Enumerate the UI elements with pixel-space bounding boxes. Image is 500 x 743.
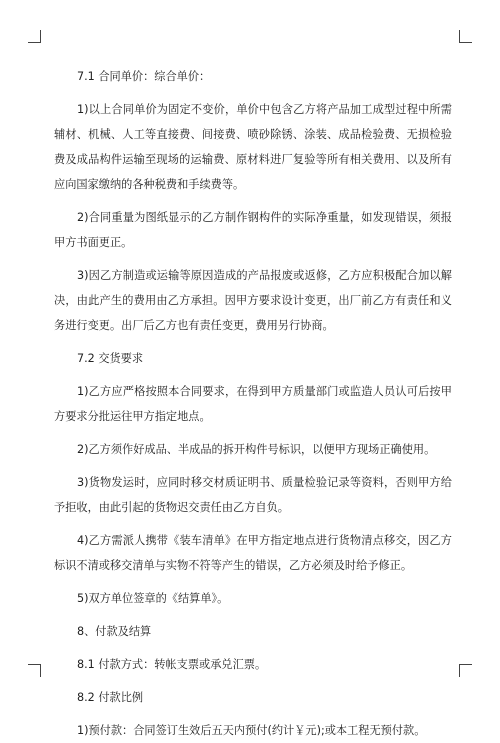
document-body xyxy=(54,64,452,743)
section-heading-8-2: 8.2 付款比例 xyxy=(77,691,144,704)
section-heading-7-2: 7.2 交货要求 xyxy=(77,352,144,365)
crop-mark-top-left xyxy=(28,30,41,43)
paragraph: 2)合同重量为图纸显示的乙方制作钢构件的实际净重量，如发现错误，须报甲方书面更正。 xyxy=(54,211,452,249)
paragraph: 2)乙方须作好成品、半成品的拆开构件号标识，以便甲方现场正确使用。 xyxy=(77,443,436,456)
paragraph: 8.1 付款方式：转帐支票或承兑汇票。 xyxy=(77,658,267,671)
section-heading-8: 8、付款及结算 xyxy=(77,625,152,638)
paragraph: 1)预付款：合同签订生效后五天内预付(约计￥元);或本工程无预付款。 xyxy=(77,724,426,737)
crop-mark-bottom-left xyxy=(28,664,41,677)
paragraph: 5)双方单位签章的《结算单》。 xyxy=(77,592,229,605)
paragraph: 3)货物发运时，应同时移交材质证明书、质量检验记录等资料，否则甲方给予拒收，由此引起的货物迟交责任由乙方自负。 xyxy=(54,476,452,514)
section-heading-7-1: 7.1 合同单价：综合单价： xyxy=(77,70,211,83)
crop-mark-top-right xyxy=(459,30,472,43)
paragraph: 1)乙方应严格按照本合同要求，在得到甲方质量部门或监造人员认可后按甲方要求分批运往甲方指定地点。 xyxy=(54,385,452,423)
crop-mark-bottom-right xyxy=(459,664,472,677)
paragraph: 3)因乙方制造或运输等原因造成的产品报废或返修，乙方应积极配合加以解决，由此产生的费用由乙方承担。因甲方要求设计变更，出厂前乙方有责任和义务进行变更。出厂后乙方也有责任变更，费用另行协商。 xyxy=(54,269,452,332)
paragraph: 1)以上合同单价为固定不变价，单价中包含乙方将产品加工成型过程中所需辅材、机械、人工等直接费、间接费、喷砂除锈、涂装、成品检验费、无损检验费及成品构件运输至现场的运输费、原材料进厂复验等所有相关费用、以及所有应向国家缴纳的各种税费和手续费等。 xyxy=(54,103,452,191)
paragraph: 4)乙方需派人携带《装车清单》在甲方指定地点进行货物清点移交，因乙方标识不清或移交清单与实物不符等产生的错误，乙方必须及时给予修正。 xyxy=(54,534,452,572)
